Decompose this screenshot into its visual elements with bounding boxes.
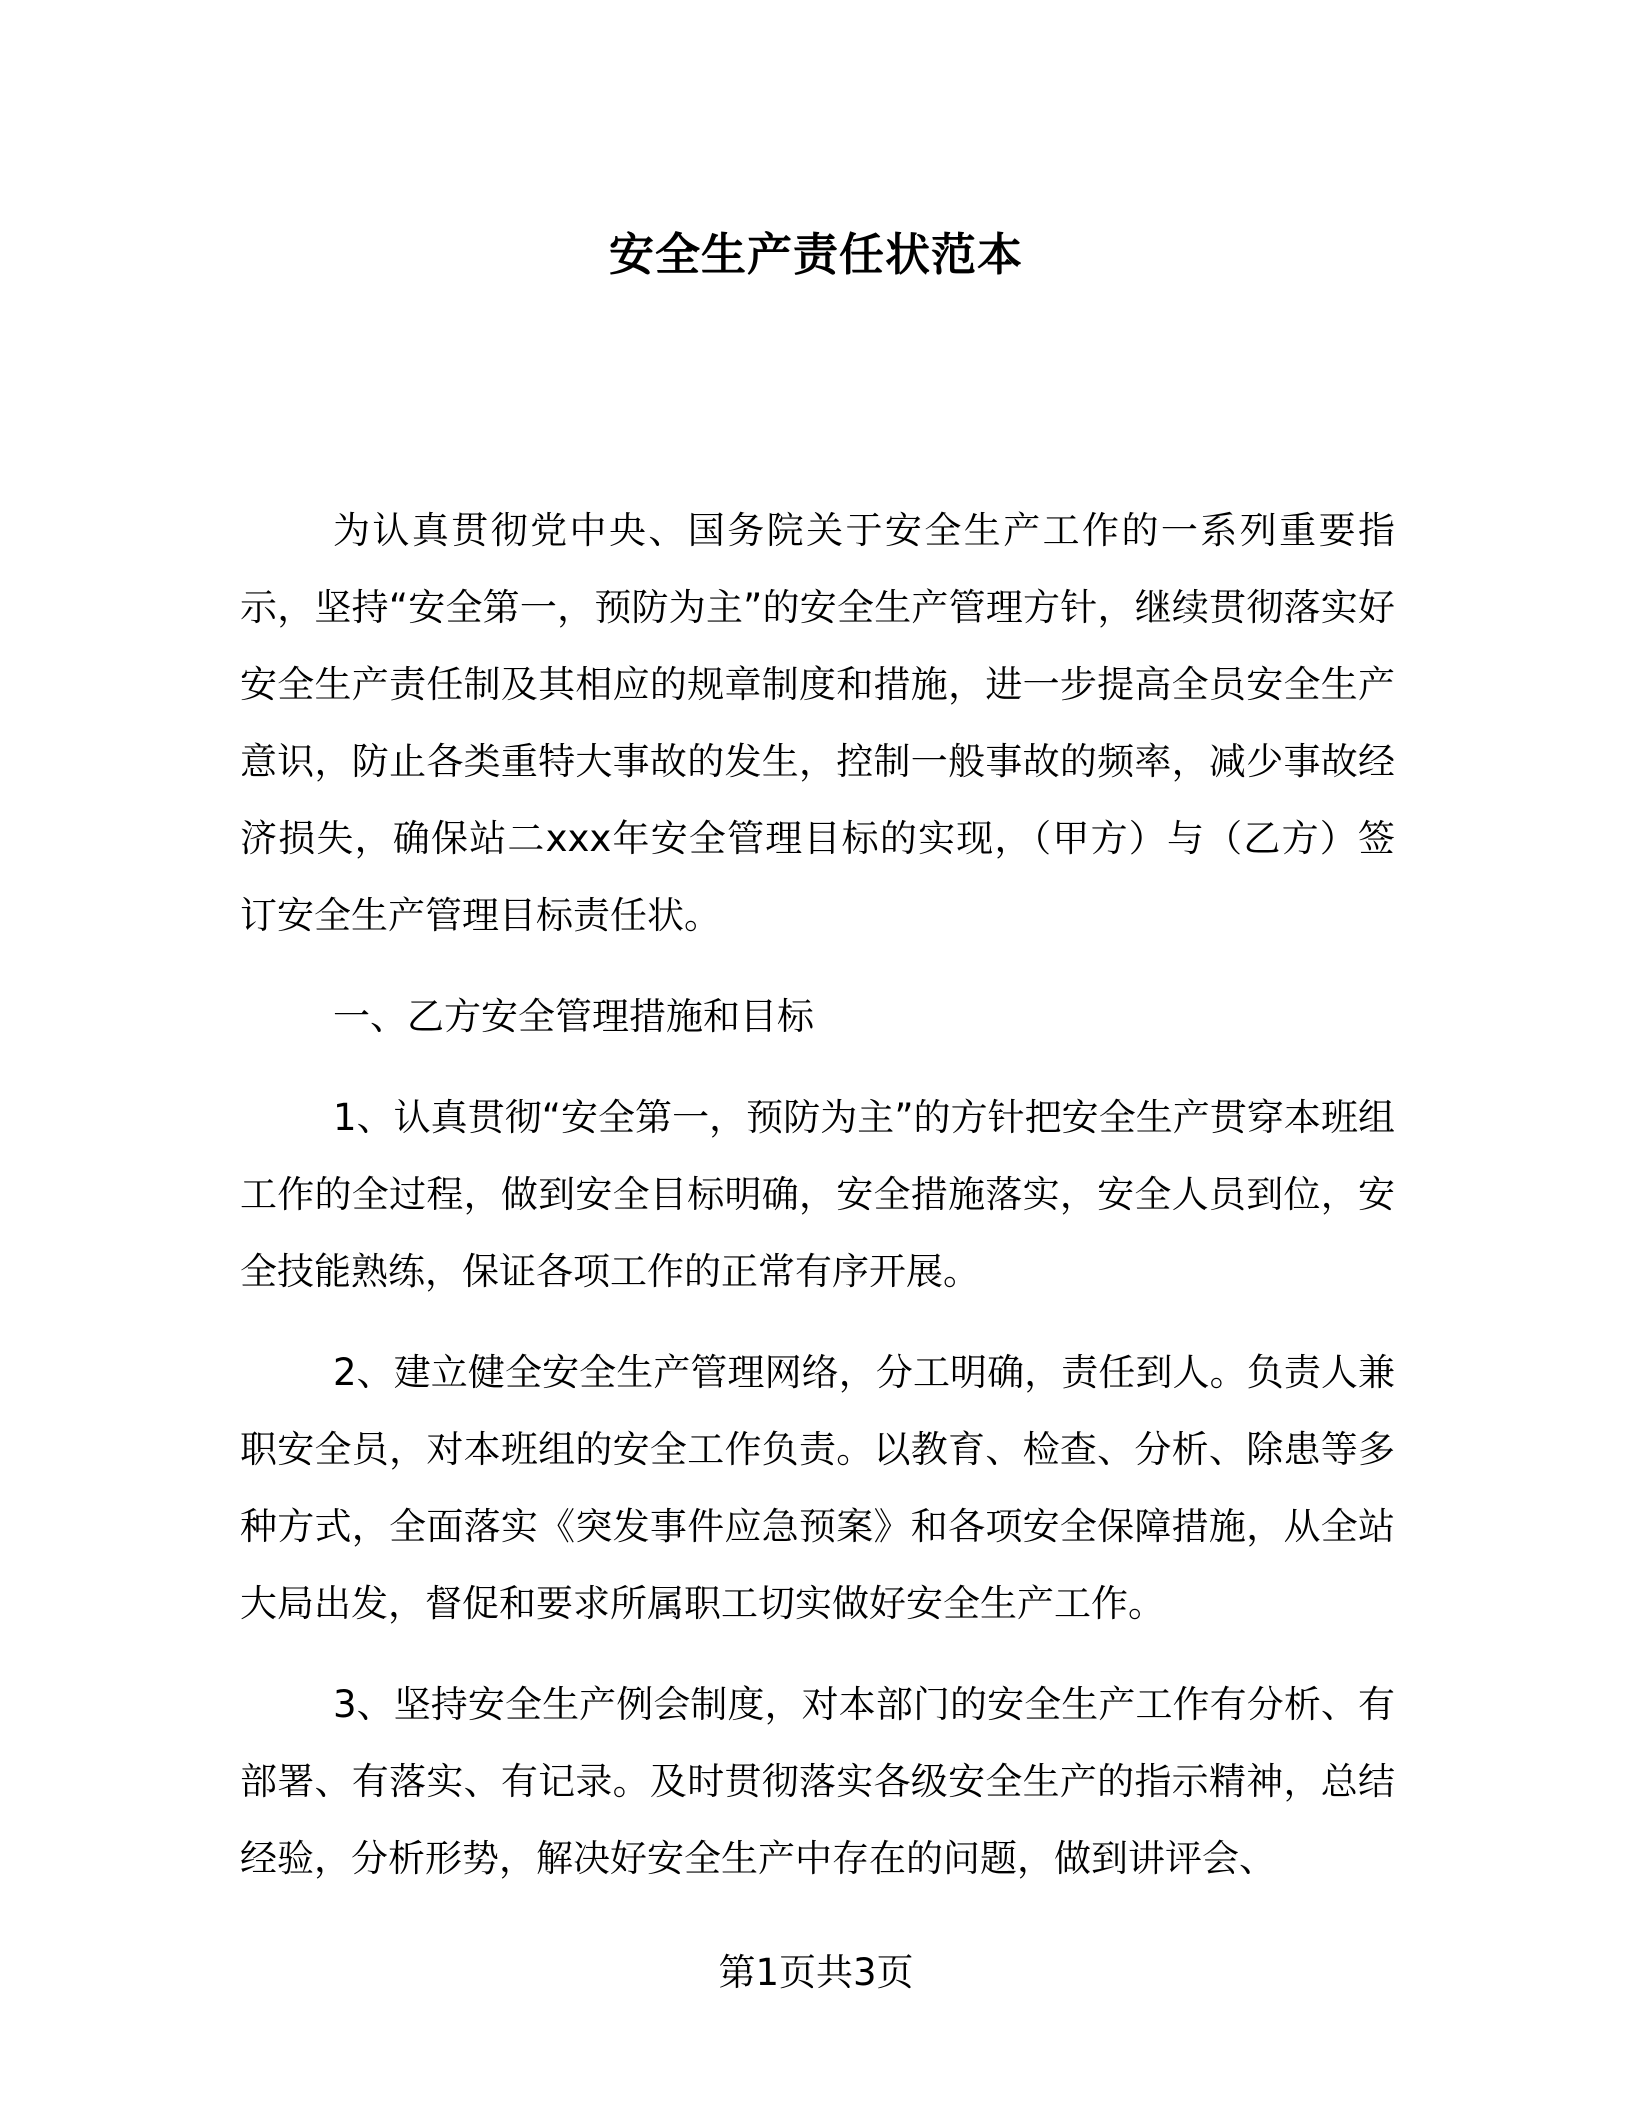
- intro-paragraph: 为认真贯彻党中央、国务院关于安全生产工作的一系列重要指示，坚持“安全第一，预防为主”的安全生产管理方针，继续贯彻落实好安全生产责任制及其相应的规章制度和措施，进一步提高全员安全生产意识，防止各类重特大事故的发生，控制一般事故的频率，减少事故经济损失，确保站二xxx年安全管理目标的实现，（甲方）与（乙方）签订安全生产管理目标责任状。: [240, 509, 1395, 937]
- page-number-footer: 第1页共3页: [718, 1951, 914, 1994]
- document-body: [240, 492, 1395, 1921]
- item-2-paragraph: 2、建立健全安全生产管理网络，分工明确，责任到人。负责人兼职安全员，对本班组的安全工作负责。以教育、检查、分析、除患等多种方式，全面落实《突发事件应急预案》和各项安全保障措施，从全站大局出发，督促和要求所属职工切实做好安全生产工作。: [240, 1351, 1395, 1625]
- document-title: 安全生产责任状范本: [608, 228, 1023, 281]
- item-1-paragraph: 1、认真贯彻“安全第一，预防为主”的方针把安全生产贯穿本班组工作的全过程，做到安全目标明确，安全措施落实，安全人员到位，安全技能熟练，保证各项工作的正常有序开展。: [240, 1096, 1395, 1293]
- item-3-paragraph: 3、坚持安全生产例会制度，对本部门的安全生产工作有分析、有部署、有落实、有记录。及时贯彻落实各级安全生产的指示精神，总结经验，分析形势，解决好安全生产中存在的问题，做到讲评会、: [240, 1683, 1395, 1880]
- section-heading: 一、乙方安全管理措施和目标: [333, 995, 814, 1038]
